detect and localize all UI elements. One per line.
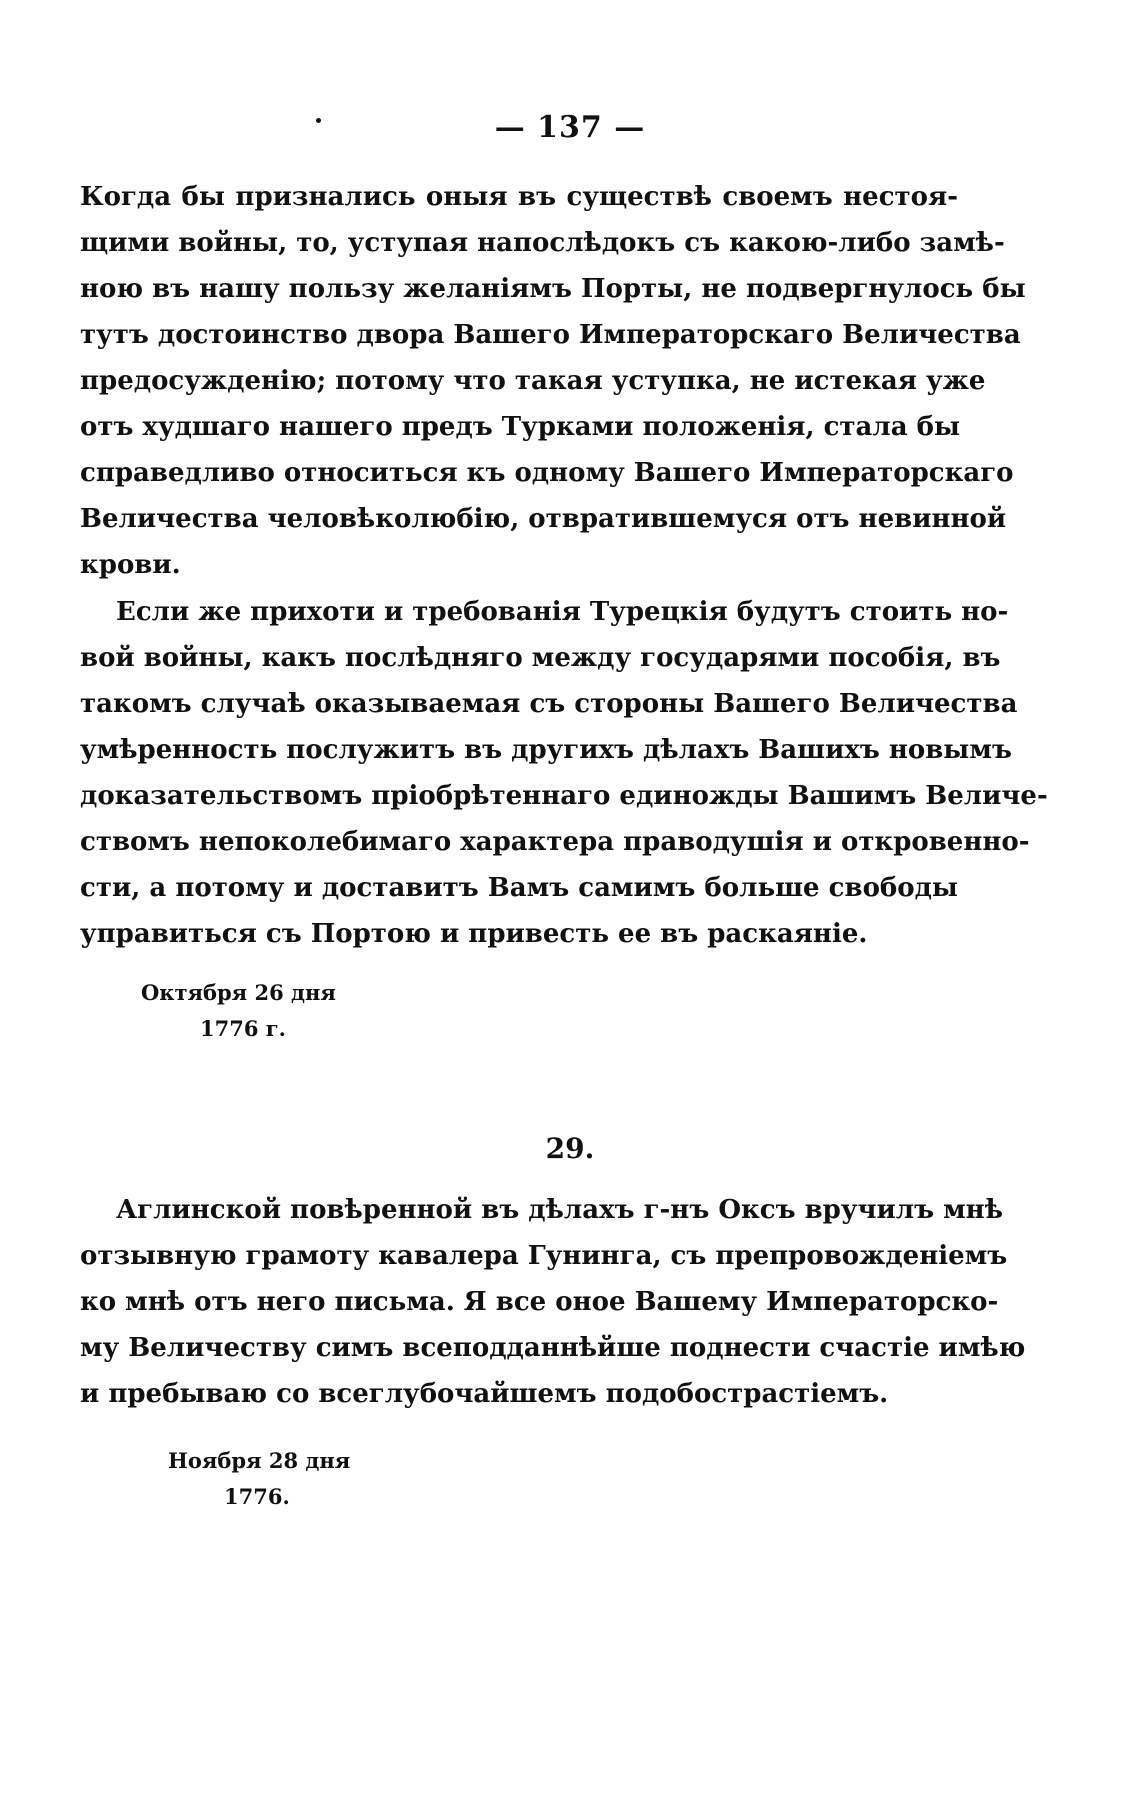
- text-line: Когда бы признались оныя въ существѣ своемъ нестоя-: [80, 182, 958, 212]
- text-line: му Величеству симъ всеподданнѣйше поднести счастіе имѣю: [80, 1333, 1026, 1363]
- letter-number: 29.: [545, 1132, 595, 1165]
- text-line: Если же прихоти и требованія Турецкія будутъ стоить но-: [116, 597, 1009, 627]
- text-line: предосужденію; потому что такая уступка, не истекая уже: [80, 366, 986, 396]
- text-line: Величества человѣколюбію, отвратившемуся отъ невинной: [80, 504, 1007, 534]
- text-line: щими войны, то, уступая напослѣдокъ съ какою-либо замѣ-: [80, 228, 1005, 258]
- date-year: 1776.: [224, 1484, 290, 1509]
- text-line: такомъ случаѣ оказываемая съ стороны Вашего Величества: [80, 689, 1018, 719]
- text-line: справедливо относиться къ одному Вашего Императорскаго: [80, 458, 1014, 488]
- text-line: ствомъ непоколебимаго характера праводушія и откровенно-: [80, 827, 1030, 857]
- text-line: и пребываю со всеглубочайшемъ подобострастіемъ.: [80, 1379, 889, 1409]
- text-line: вой войны, какъ послѣдняго между государями пособія, въ: [80, 643, 1001, 673]
- text-line: доказательствомъ пріобрѣтеннаго единожды Вашимъ Величе-: [80, 781, 1048, 811]
- page-number-header: — 137 —: [494, 110, 646, 145]
- text-line: ко мнѣ отъ него письма. Я все оное Вашему Императорско-: [80, 1287, 999, 1317]
- text-line: крови.: [80, 550, 181, 580]
- text-line: управиться съ Портою и привесть ее въ раскаяніе.: [80, 919, 868, 949]
- date-year: 1776 г.: [200, 1016, 286, 1041]
- text-line: Аглинской повѣренной въ дѣлахъ г-нъ Оксъ вручилъ мнѣ: [116, 1195, 1003, 1225]
- date-line: Октября 26 дня: [141, 980, 336, 1005]
- text-line: отъ худшаго нашего предъ Турками положенія, стала бы: [80, 412, 961, 442]
- date-line: Ноября 28 дня: [168, 1448, 351, 1473]
- text-line: ною въ нашу пользу желаніямъ Порты, не подвергнулось бы: [80, 274, 1026, 304]
- text-line: сти, а потому и доставитъ Вамъ самимъ больше свободы: [80, 873, 958, 903]
- text-line: умѣренность послужитъ въ другихъ дѣлахъ Вашихъ новымъ: [80, 735, 1012, 765]
- text-line: тутъ достоинство двора Вашего Императорскаго Величества: [80, 320, 1021, 350]
- text-line: отзывную грамоту кавалера Гунинга, съ препровожденіемъ: [80, 1241, 1008, 1271]
